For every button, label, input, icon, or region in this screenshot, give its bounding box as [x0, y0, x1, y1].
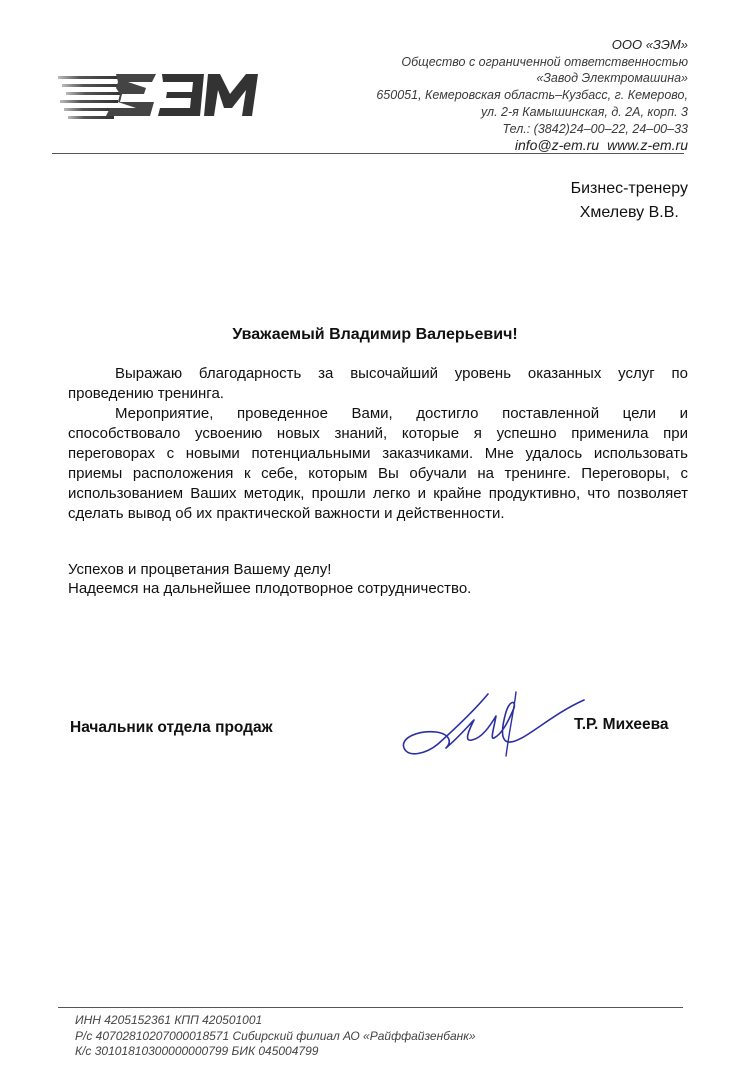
footer-line: К/с 30101810300000000799 БИК 045004799 [75, 1044, 319, 1058]
signer-name: Т.Р. Михеева [574, 716, 669, 733]
signer-role: Начальник отдела продаж [70, 719, 273, 736]
footer-line: Р/с 40702810207000018571 Сибирский филиал АО «Райффайзенбанк» [75, 1028, 476, 1043]
body-paragraph: Выражаю благодарность за высочайший уровень оказанных услуг по проведению тренинга. [68, 365, 688, 402]
company-header [376, 37, 688, 154]
company-short-name: ООО «ЗЭМ» [611, 37, 688, 52]
handwritten-signature [398, 686, 598, 766]
zem-logo-icon [58, 68, 258, 124]
addressee-block [571, 177, 688, 225]
closing-line: Успехов и процветания Вашему делу! [68, 561, 332, 578]
email-link[interactable]: info@z-em.ru [514, 137, 600, 154]
closing-line: Надеемся на дальнейшее плодотворное сотрудничество. [68, 580, 472, 597]
header-line: 650051, Кемеровская область–Кузбасс, г. Кемерово, [376, 88, 688, 103]
letter-body [68, 364, 688, 524]
header-line: Тел.: (3842)24–00–22, 24–00–33 [502, 121, 688, 136]
closing-block [68, 560, 688, 598]
website-link[interactable]: www.z-em.ru [607, 137, 688, 154]
header-line: ул. 2-я Камышинская, д. 2А, корп. 3 [480, 104, 688, 119]
addressee-title: Бизнес-тренеру [570, 180, 688, 197]
addressee-name: Хмелеву В.В. [579, 204, 679, 221]
header-contacts [376, 137, 688, 154]
header-line: «Завод Электромашина» [536, 71, 688, 86]
footer-line: ИНН 4205152361 КПП 420501001 [75, 1013, 263, 1027]
greeting: Уважаемый Владимир Валерьевич! [232, 326, 518, 343]
footer-divider [58, 1007, 683, 1008]
header-divider [52, 153, 684, 154]
bank-details [75, 1013, 476, 1060]
body-paragraph: Мероприятие, проведенное Вами, достигло поставленной цели и способствовало усвоению новых знаний, которые я успешно применила при переговорах с новыми потенциальными заказчиками. Мне удалось использовать приемы расположения к себе, которым Вы обучали на тренинге. Переговоры, с использованием Ваших методик, прошли легко и крайне продуктивно, что позволяет сделать вывод об их практической важности и действенности. [68, 405, 688, 522]
header-line: Общество с ограниченной ответственностью [401, 54, 688, 69]
